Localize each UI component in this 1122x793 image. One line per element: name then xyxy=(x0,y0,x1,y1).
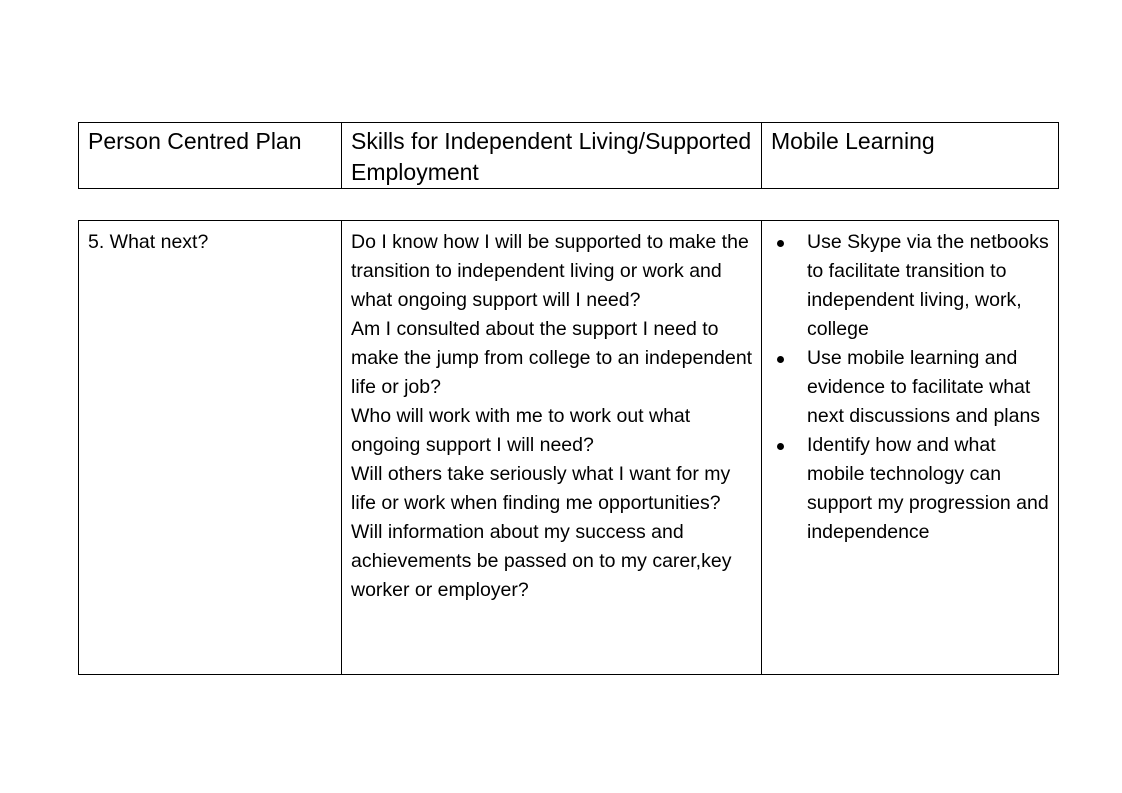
stage-cell xyxy=(79,221,342,675)
content-table xyxy=(78,220,1059,675)
header-table xyxy=(78,122,1059,189)
stage-label: 5. What next? xyxy=(88,231,209,253)
question-text: Who will work with me to work out what ongoing support I will need? xyxy=(351,405,691,456)
question-text: Will others take seriously what I want for my life or work when finding me opportunities? xyxy=(351,463,731,514)
header-skills: Skills for Independent Living/Supported Employment xyxy=(342,123,762,189)
bullet-icon xyxy=(777,443,784,450)
mobile-learning-cell xyxy=(762,221,1059,675)
mobile-learning-list xyxy=(772,228,1052,547)
list-item-text: Use mobile learning and evidence to facilitate what next discussions and plans xyxy=(807,347,1041,427)
list-item xyxy=(772,344,1052,431)
questions-cell xyxy=(342,221,762,675)
bullet-icon xyxy=(777,356,784,363)
list-item xyxy=(772,228,1052,344)
question-text: Am I consulted about the support I need to make the jump from college to an independent life or job? xyxy=(351,318,753,398)
question-text: Will information about my success and achievements be passed on to my carer,key worker or employer? xyxy=(351,521,732,601)
header-person-centred-plan: Person Centred Plan xyxy=(79,123,342,189)
question-text: Do I know how I will be supported to make the transition to independent living or work and what ongoing support will I need? xyxy=(351,231,749,311)
header-row xyxy=(79,123,1059,189)
bullet-icon xyxy=(777,240,784,247)
header-mobile-learning: Mobile Learning xyxy=(762,123,1059,189)
table-row xyxy=(79,221,1059,675)
list-item-text: Identify how and what mobile technology can support my progression and independence xyxy=(807,434,1049,543)
list-item-text: Use Skype via the netbooks to facilitate transition to independent living, work, college xyxy=(807,231,1049,340)
list-item xyxy=(772,431,1052,547)
